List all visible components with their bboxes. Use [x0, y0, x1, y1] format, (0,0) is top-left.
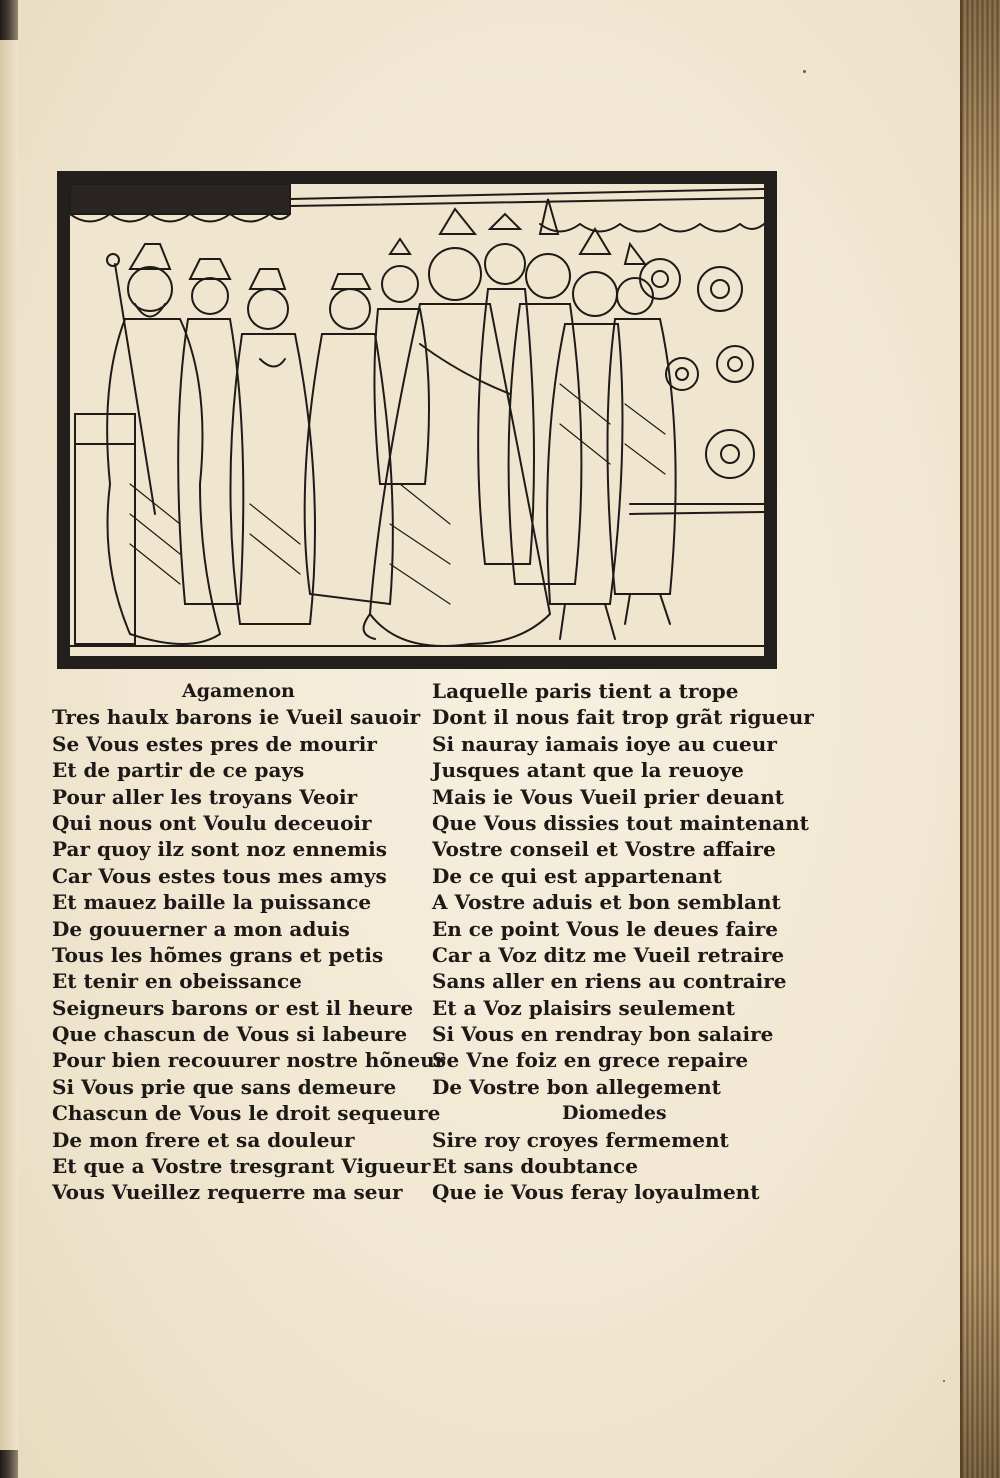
verse-line: Que ie Vous feray loyaulment — [432, 1180, 760, 1205]
verse-line: De mon frere et sa douleur — [52, 1127, 355, 1152]
verse-line: Sire roy croyes fermement — [432, 1127, 729, 1152]
verse-line: Se Vne foiz en grece repaire — [432, 1048, 749, 1073]
verse-line: Tres haulx barons ie Vueil sauoir — [52, 705, 421, 730]
verse-line: A Vostre aduis et bon semblant — [432, 890, 781, 915]
verse-line: Car a Voz ditz me Vueil retraire — [432, 942, 785, 967]
right-text-column — [432, 678, 812, 1206]
verse-line: Et sans doubtance — [432, 1154, 638, 1179]
verse-line: Dont il nous fait trop grãt rigueur — [432, 705, 814, 730]
previous-page-edge — [0, 40, 19, 1450]
verse-line: Chascun de Vous le droit sequeure — [52, 1101, 441, 1126]
verse-line: Si Vous en rendray bon salaire — [432, 1022, 774, 1047]
verse-line: Et mauez baille la puissance — [52, 890, 372, 915]
verse-line: Et a Voz plaisirs seulement — [432, 995, 735, 1020]
verse-line: Que chascun de Vous si labeure — [52, 1022, 408, 1047]
verse-line: Vostre conseil et Vostre affaire — [432, 837, 776, 862]
verse-line: Pour bien recouurer nostre hõneur — [52, 1048, 446, 1073]
verse-line: De ce qui est appartenant — [432, 863, 722, 888]
woodcut-illustration — [57, 171, 777, 669]
speaker-heading: Agamenon — [182, 680, 295, 702]
verse-line: Se Vous estes pres de mourir — [52, 731, 377, 756]
verse-line: Et de partir de ce pays — [52, 758, 305, 783]
verse-line: Sans aller en riens au contraire — [432, 969, 787, 994]
verse-line: De Vostre bon allegement — [432, 1074, 721, 1099]
left-text-column — [52, 678, 446, 1206]
verse-line: Si Vous prie que sans demeure — [52, 1074, 397, 1099]
woodcut-illustration-icon — [70, 184, 764, 656]
speaker-heading: Diomedes — [562, 1102, 667, 1125]
verse-line: Laquelle paris tient a trope — [432, 679, 739, 703]
verse-line: Seigneurs barons or est il heure — [52, 995, 414, 1020]
verse-line: Si nauray iamais ioye au cueur — [432, 731, 777, 756]
verse-line: Et que a Vostre tresgrant Vigueur — [52, 1154, 431, 1179]
verse-line: Pour aller les troyans Veoir — [52, 784, 358, 809]
verse-line: Vous Vueillez requerre ma seur — [52, 1180, 403, 1205]
verse-line: De gouuerner a mon aduis — [52, 916, 350, 941]
verse-line: Par quoy ilz sont noz ennemis — [52, 837, 388, 862]
verse-line: Tous les hõmes grans et petis — [52, 942, 384, 967]
verse-line: Que Vous dissies tout maintenant — [432, 810, 809, 835]
verse-line: Et tenir en obeissance — [52, 969, 302, 994]
page-fore-edge — [960, 0, 1000, 1478]
verse-line: Mais ie Vous Vueil prier deuant — [432, 784, 784, 809]
verse-line: Qui nous ont Voulu deceuoir — [52, 810, 372, 835]
verse-line: Car Vous estes tous mes amys — [52, 863, 387, 888]
verse-line: En ce point Vous le deues faire — [432, 916, 778, 941]
verse-line: Jusques atant que la reuoye — [432, 758, 744, 783]
paper-speck — [943, 1380, 945, 1382]
paper-speck — [803, 70, 806, 73]
